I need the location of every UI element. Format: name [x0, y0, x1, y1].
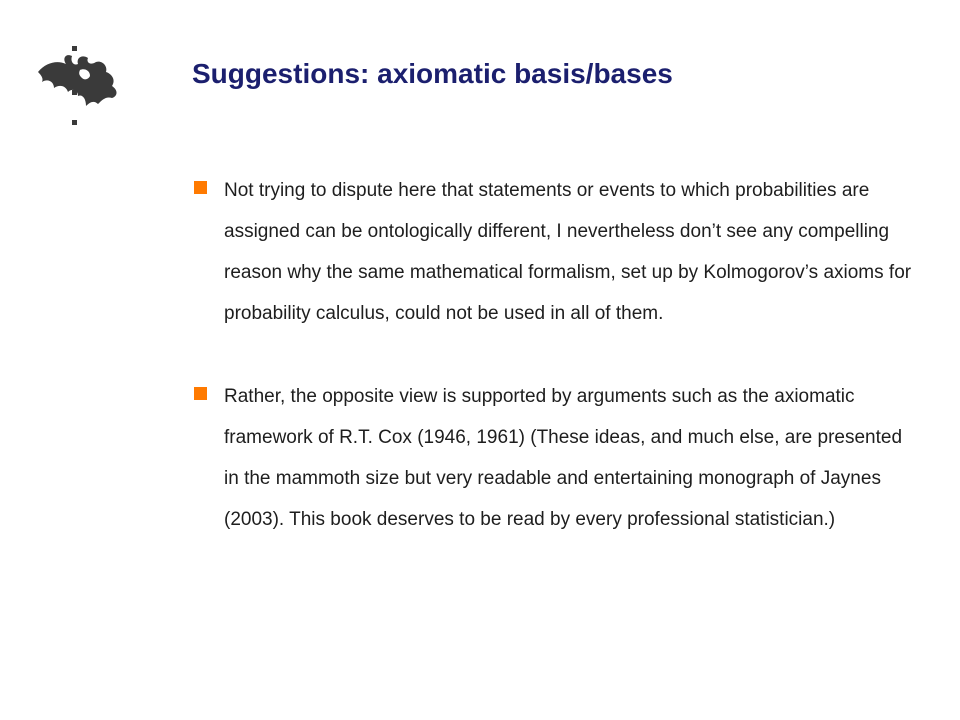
bullet-text: Rather, the opposite view is supported by arguments such as the axiomatic framework of R.T. Cox (1946, 1961) (These ideas, and much else, are presented in the mammoth size but very readable and entertaining monograph of Jaynes (2003). This book deserves to be read by every professional statistician.) [224, 386, 903, 530]
bullet-square-icon [194, 181, 207, 194]
bullet-item [192, 376, 922, 540]
bullet-item [192, 170, 922, 334]
logo-flame-shape [38, 55, 117, 106]
university-flame-logo-icon [32, 40, 124, 130]
bullet-list [192, 170, 922, 582]
slide-title: Suggestions: axiomatic basis/bases [192, 58, 673, 89]
bullet-square-icon [194, 387, 207, 400]
bullet-text: Not trying to dispute here that statements or events to which probabilities are assigned can be ontologically different, I nevertheless don’t see any compelling reason why the same mathematical formalism, set up by Kolmogorov’s axioms for probability calculus, could not be used in all of them. [224, 180, 912, 324]
logo-graphic [32, 40, 124, 130]
logo-dot-top [72, 46, 77, 51]
logo-dot-bottom [72, 120, 77, 125]
